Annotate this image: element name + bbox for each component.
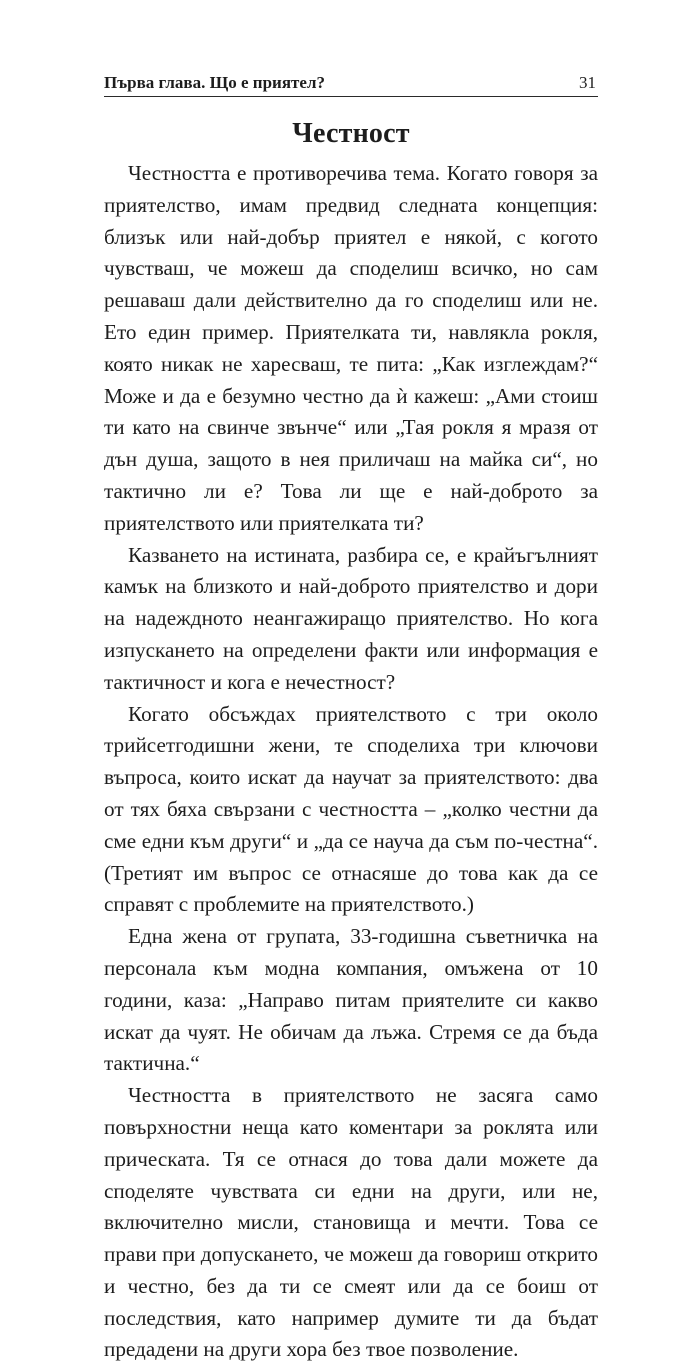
chapter-running-title: Първа глава. Що е приятел? [104, 73, 325, 92]
body-text [104, 158, 598, 1366]
paragraph: Когато обсъждах приятелството с три около трийсетгодишни жени, те споделиха три ключови въпроса, които искат да научат за приятелството: два от тях бяха свързани с честността – „колко честни да сме едни към други“ и „да се науча да съм по-честна“. (Третият им въпрос се отнасяше до това как да се справят с проблемите на приятелството.) [104, 701, 598, 917]
paragraph: Честността в приятелството не засяга само повърхностни неща като коментари за роклята или прическата. Тя се отнася до това дали можете да споделяте чувствата си едни на други, или не, включително мисли, становища и мечти. Това се прави при допускането, че можеш да говориш открито и честно, без да ти се смеят или да се боиш от последствия, като например думите ти да бъдат предадени на други хора без твое позволение. [104, 1083, 598, 1362]
paragraph: Казването на истината, разбира се, е крайъгълният камък на близкото и най-доброто приятелство и дори на надеждното неангажиращо приятелство. Но кога изпускането на определени факти или информация е тактичност и кога е нечестност? [104, 542, 598, 694]
paragraph: Една жена от групата, 33-годишна съветничка на персонала към модна компания, омъжена от 10 години, каза: „Направо питам приятелите си какво искат да чуят. Не обичам да лъжа. Стремя се да бъда тактична.“ [104, 924, 598, 1076]
section-title: Честност [292, 118, 410, 149]
running-head [104, 70, 598, 97]
page-number: 31 [579, 73, 596, 92]
paragraph: Честността е противоречива тема. Когато говоря за приятелство, имам предвид следната концепция: близък или най-добър приятел е някой, с когото чувстваш, че можеш да споделиш всичко, но сам решаваш дали действително да го споделиш или не. Ето един пример. Приятелката ти, навлякла рокля, която никак не харесваш, те пита: „Как изглеждам?“ Може и да е безумно честно да ѝ кажеш: „Ами стоиш ти като на свинче звънче“ или „Тая рокля я мразя от дън душа, защото в нея приличаш на майка си“, но тактично ли е? Това ли ще е най-доброто за приятелството или приятелката ти? [104, 161, 598, 535]
